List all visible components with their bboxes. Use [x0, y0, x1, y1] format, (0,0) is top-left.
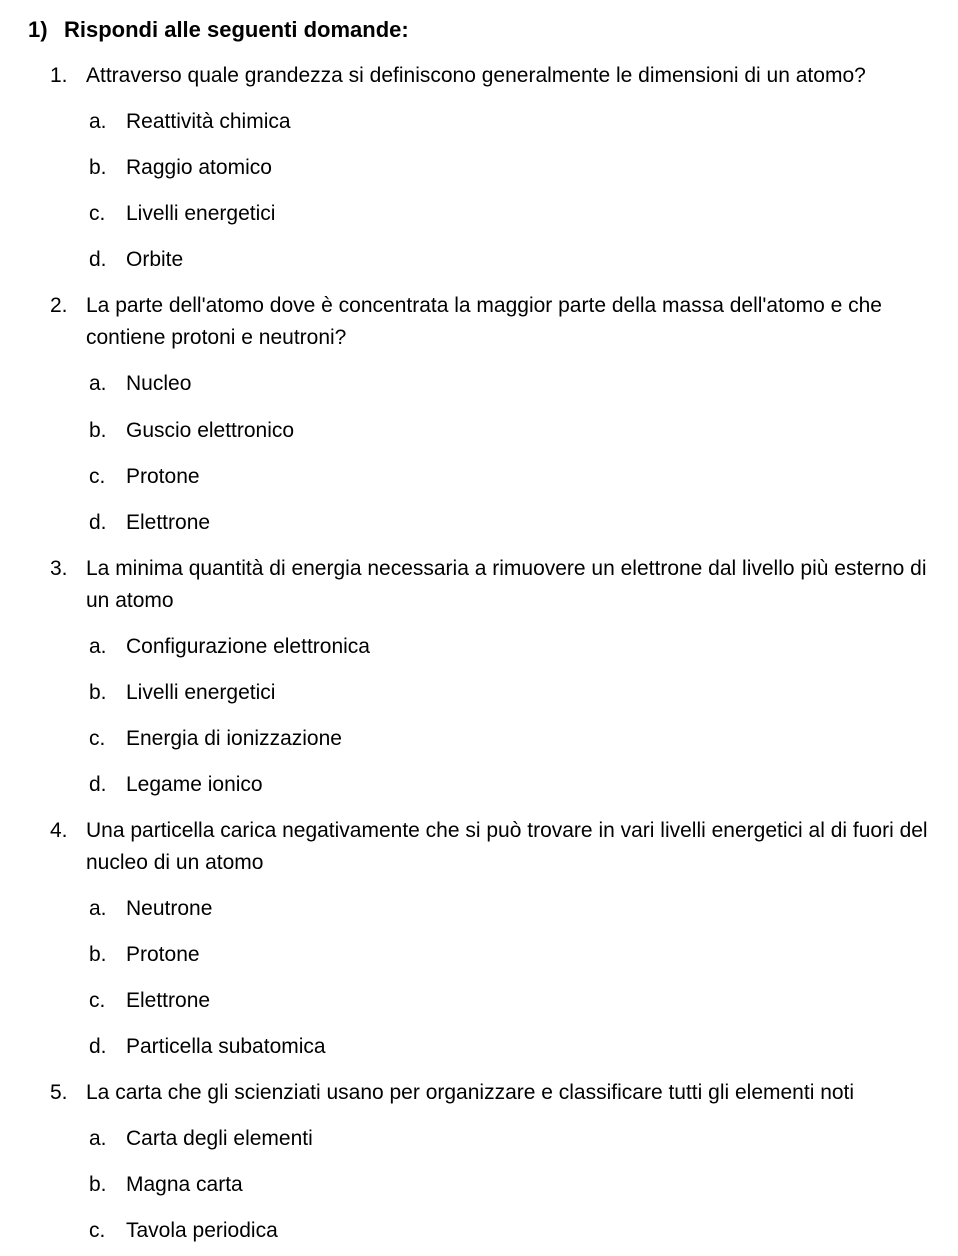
- question-text: La parte dell'atomo dove è concentrata la maggior parte della massa dell'atomo e che contiene protoni e neutroni?: [86, 294, 882, 349]
- option-letter: b.: [89, 419, 107, 442]
- option-text: Nucleo: [126, 372, 192, 395]
- question-text: La minima quantità di energia necessaria a rimuovere un elettrone dal livello più esterno di un atomo: [86, 557, 927, 612]
- question-2-option-c: [89, 461, 200, 493]
- question-4: [50, 815, 940, 879]
- question-4-option-a: [89, 893, 212, 925]
- question-number: 2.: [50, 294, 68, 317]
- option-letter: c.: [89, 727, 106, 750]
- question-3: [50, 553, 940, 617]
- question-5-option-a: [89, 1123, 313, 1155]
- question-1: [50, 60, 940, 92]
- question-2: [50, 290, 940, 354]
- option-text: Raggio atomico: [126, 156, 272, 179]
- option-letter: b.: [89, 1173, 107, 1196]
- option-text: Particella subatomica: [126, 1035, 326, 1058]
- option-text: Legame ionico: [126, 773, 263, 796]
- option-text: Protone: [126, 943, 200, 966]
- question-4-option-d: [89, 1031, 326, 1063]
- option-letter: a.: [89, 635, 107, 658]
- option-letter: a.: [89, 110, 107, 133]
- question-1-option-d: [89, 244, 183, 276]
- option-text: Guscio elettronico: [126, 419, 295, 442]
- option-letter: a.: [89, 897, 107, 920]
- question-5: [50, 1077, 940, 1109]
- question-text: La carta che gli scienziati usano per organizzare e classificare tutti gli elementi noti: [86, 1081, 855, 1104]
- question-number: 1.: [50, 64, 68, 87]
- option-letter: b.: [89, 943, 107, 966]
- option-text: Neutrone: [126, 897, 213, 920]
- option-letter: c.: [89, 989, 106, 1012]
- option-text: Carta degli elementi: [126, 1127, 313, 1150]
- question-number: 4.: [50, 819, 68, 842]
- option-text: Configurazione elettronica: [126, 635, 370, 658]
- question-3-option-d: [89, 769, 263, 801]
- question-1-option-a: [89, 106, 291, 138]
- option-letter: d.: [89, 248, 107, 271]
- option-text: Tavola periodica: [126, 1219, 278, 1242]
- question-3-option-c: [89, 723, 342, 755]
- question-2-option-b: [89, 415, 294, 447]
- option-text: Magna carta: [126, 1173, 243, 1196]
- option-letter: d.: [89, 773, 107, 796]
- question-5-option-b: [89, 1169, 243, 1201]
- option-text: Livelli energetici: [126, 681, 276, 704]
- question-4-option-b: [89, 939, 200, 971]
- section-title: Rispondi alle seguenti domande:: [64, 17, 409, 42]
- question-number: 5.: [50, 1081, 68, 1104]
- option-letter: c.: [89, 202, 106, 225]
- question-4-option-c: [89, 985, 210, 1017]
- option-text: Protone: [126, 465, 200, 488]
- option-text: Livelli energetici: [126, 202, 276, 225]
- section-heading: [28, 14, 409, 46]
- option-letter: a.: [89, 1127, 107, 1150]
- section-number: 1): [28, 17, 48, 42]
- question-3-option-b: [89, 677, 275, 709]
- question-5-option-c: [89, 1215, 278, 1247]
- option-letter: a.: [89, 372, 107, 395]
- option-letter: d.: [89, 511, 107, 534]
- option-text: Orbite: [126, 248, 184, 271]
- question-2-option-a: [89, 368, 191, 400]
- question-1-option-c: [89, 198, 275, 230]
- option-text: Energia di ionizzazione: [126, 727, 342, 750]
- question-text: Una particella carica negativamente che si può trovare in vari livelli energetici al di fuori del nucleo di un atomo: [86, 819, 928, 874]
- option-letter: b.: [89, 681, 107, 704]
- option-letter: b.: [89, 156, 107, 179]
- question-1-option-b: [89, 152, 272, 184]
- option-letter: c.: [89, 1219, 106, 1242]
- question-3-option-a: [89, 631, 370, 663]
- option-text: Elettrone: [126, 511, 211, 534]
- option-text: Reattività chimica: [126, 110, 291, 133]
- question-2-option-d: [89, 507, 210, 539]
- option-letter: d.: [89, 1035, 107, 1058]
- option-letter: c.: [89, 465, 106, 488]
- option-text: Elettrone: [126, 989, 211, 1012]
- question-number: 3.: [50, 557, 68, 580]
- question-text: Attraverso quale grandezza si definiscono generalmente le dimensioni di un atomo?: [86, 64, 866, 87]
